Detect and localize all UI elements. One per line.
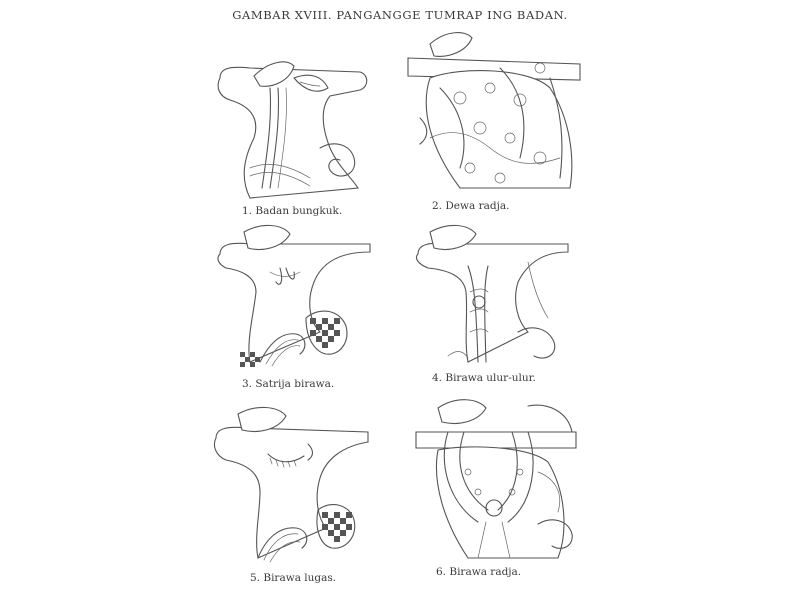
figure-5-caption: 5. Birawa lugas.	[250, 572, 337, 584]
figure-3-illustration	[210, 222, 380, 374]
page-title: GAMBAR XVIII. PANGANGGE TUMRAP ING BADAN.	[232, 8, 568, 22]
figure-4-illustration	[408, 222, 578, 374]
figure-2-illustration	[400, 28, 590, 203]
figure-6-illustration	[408, 392, 584, 564]
figure-5-illustration	[208, 402, 380, 568]
figure-1-illustration	[210, 48, 380, 203]
figure-1-caption: 1. Badan bungkuk.	[242, 205, 343, 217]
figure-6-caption: 6. Birawa radja.	[436, 566, 522, 578]
figure-2-caption: 2. Dewa radja.	[432, 200, 510, 212]
figure-4-caption: 4. Birawa ulur-ulur.	[432, 372, 536, 384]
checker-pattern	[317, 505, 355, 549]
figure-3-caption: 3. Satrija birawa.	[242, 378, 335, 390]
